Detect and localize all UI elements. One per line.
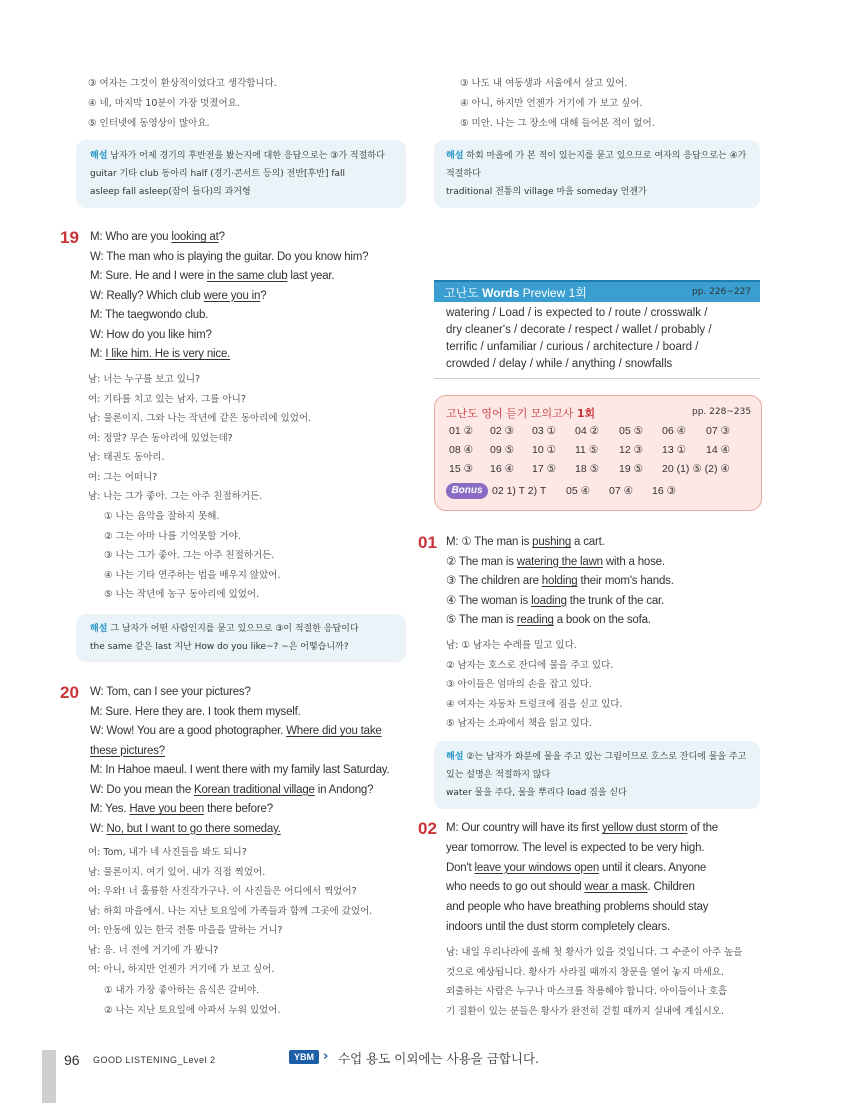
dialog-line (446, 535, 605, 549)
q01-explanation-line: 있는 설명은 적절하지 않다 (446, 770, 551, 780)
translation-line: 남: 내일 우리나라에 올해 첫 황사가 있을 것입니다. 그 수준이 아주 높을 (446, 947, 743, 958)
answer-cell: 17 ⑤ (532, 463, 557, 475)
q01-explanation-line: 해설 ②는 남자가 화분에 물을 주고 있는 그림이므로 호스로 잔디에 물을 주고 (446, 752, 747, 762)
translation-line: ⑤ 남자는 소파에서 책을 읽고 있다. (446, 718, 592, 729)
answer-cell: 04 ② (575, 425, 600, 437)
dialog-line (90, 744, 165, 758)
underlined-answer: I like him. He is very nice. (105, 348, 231, 360)
question-number-01: 01 (418, 533, 437, 552)
underlined-answer: No, but I want to go there someday. (106, 822, 281, 835)
dialog-line (90, 705, 301, 719)
explanation-label: 해설 (90, 151, 108, 161)
q19-explanation-line: 해설 그 남자가 어떤 사람인지를 묻고 있으므로 ③이 적절한 응답이다 (90, 624, 359, 634)
q01-explanation-line: water 물을 주다, 물을 뿌리다 load 짐을 싣다 (446, 788, 627, 798)
choice-line: ③ 나는 그가 좋아. 그는 아주 친절하거든. (104, 550, 275, 561)
words-preview-body (434, 302, 760, 379)
answer-cell: 12 ③ (619, 444, 644, 456)
dialog-text: W: The man who is playing the guitar. Do you know him? (90, 250, 369, 263)
usage-notice: 수업 용도 이외에는 사용을 금합니다. (338, 1051, 539, 1066)
dialog-text: a book on the sofa. (553, 614, 651, 626)
dialog-text: last year. (287, 270, 335, 282)
words-preview-title: 고난도 Words Preview 1회 (444, 286, 587, 300)
q18-explanation-line: asleep fall asleep(잠이 들다)의 과거형 (90, 187, 251, 197)
q19-explanation-box (76, 614, 406, 662)
q18-explanation-line: guitar 기타 club 동아리 half (경기·콘서트 등의) 전반[후반] fall (90, 169, 345, 179)
translation-line: 남: ① 남자는 수레를 밀고 있다. (446, 640, 577, 651)
answer-cell: 07 ③ (706, 425, 731, 437)
dialog-text: and people who have breathing problems should stay (446, 901, 709, 914)
q18-choice-3: ③ 여자는 그것이 환상적이었다고 생각합니다. (88, 78, 277, 89)
words-preview-line: dry cleaner's / decorate / respect / wallet / probably / (446, 324, 712, 336)
words-preview-line: crowded / delay / while / anything / snowfalls (446, 358, 673, 370)
dialog-text: indoors until the dust storm completely clears. (446, 921, 670, 933)
choice-line: ④ 나는 기타 연주하는 법을 배우지 않았어. (104, 569, 281, 581)
dialog-line (446, 594, 664, 608)
underlined-answer: loading (531, 594, 567, 607)
dialog-text: ③ The children are (446, 575, 542, 587)
answer-key-title: 고난도 영어 듣기 모의고사 1회 (446, 407, 596, 420)
translation-line: 여: Tom, 내가 네 사진들을 봐도 되니? (88, 847, 247, 858)
underlined-answer: looking at (171, 231, 219, 243)
underlined-answer: wear a mask (584, 881, 648, 894)
answer-cell: 09 ⑤ (490, 444, 515, 456)
dialog-text: M: Sure. Here they are. I took them myself. (90, 705, 301, 718)
dialog-text: ? (218, 231, 225, 243)
dialog-text: W: Tom, can I see your pictures? (90, 686, 251, 698)
dialog-text: W: Do you mean the (90, 783, 195, 796)
page-number: 96 (64, 1052, 80, 1068)
words-preview-pages: pp. 226~227 (692, 287, 752, 297)
translation-line: 여: 안동에 있는 한국 전통 마을을 말하는 거니? (88, 925, 283, 936)
dialog-line (90, 783, 373, 797)
answer-cell: 18 ⑤ (575, 463, 600, 475)
answer-key-pages: pp. 228~235 (692, 407, 752, 417)
dialog-text: M: Who are you (90, 231, 172, 243)
dialog-text: W: How do you like him? (90, 328, 212, 341)
answer-cell: 19 ⑤ (619, 463, 644, 475)
answer-cell: 10 ① (532, 444, 557, 456)
words-preview-line: terrific / unfamiliar / curious / architecture / board / (446, 341, 699, 353)
answer-cell: 02 ③ (490, 425, 515, 437)
translation-line: 여: 정말? 무슨 동아리에 있었는데? (88, 432, 233, 444)
dialog-line (90, 250, 368, 264)
dialog-text: M: (90, 348, 106, 360)
dialog-line (90, 763, 390, 777)
dialog-text: Don't (446, 861, 475, 874)
translation-line: 남: 태권도 동아리. (88, 452, 165, 463)
underlined-answer: Have you been (129, 803, 205, 815)
dialog-line (446, 841, 704, 855)
dialog-text: M: In Hahoe maeul. I went there with my family last Saturday. (90, 764, 390, 776)
underlined-answer: leave your windows open (474, 861, 600, 874)
question-number-02: 02 (418, 819, 437, 838)
answer-cell: 13 ① (662, 444, 687, 456)
dialog-line (446, 920, 670, 934)
underlined-answer: yellow dust storm (601, 822, 688, 834)
dialog-text: there before? (204, 803, 273, 815)
dialog-line (446, 574, 674, 588)
underlined-answer: these pictures? (90, 744, 165, 757)
dialog-text: with a hose. (602, 555, 665, 568)
underlined-answer: reading (516, 614, 554, 626)
dialog-line (446, 861, 706, 875)
underlined-answer: Korean traditional village (194, 783, 315, 796)
choice-line: ① 나는 음악을 잘하지 못해. (104, 511, 220, 522)
translation-line: ④ 여자는 자동차 트렁크에 짐을 싣고 있다. (446, 698, 623, 710)
dialog-text: the trunk of the car. (566, 594, 665, 607)
dialog-line (90, 328, 212, 342)
dialog-text: M: Sure. He and I were (90, 270, 207, 282)
dialog-text: ② The man is (446, 555, 517, 568)
q20-explanation-line: 해설 하회 마을에 가 본 적이 있는지를 묻고 있으므로 여자의 응답으로는 ④가 (446, 151, 747, 161)
dialog-text: their mom's hands. (577, 575, 674, 587)
dialog-line (446, 613, 651, 627)
translation-line: 것으로 예상됩니다. 황사가 사라질 때까지 창문을 열어 놓지 마세요. (446, 966, 724, 978)
dialog-line (90, 724, 382, 738)
answer-cell: 15 ③ (449, 463, 474, 475)
dialog-line (90, 685, 251, 699)
dialog-text: M: Yes. (90, 803, 130, 815)
translation-line: ③ 아이들은 엄마의 손을 잡고 있다. (446, 679, 592, 690)
answer-cell: 05 ⑤ (619, 425, 644, 437)
q18-choice-4: ④ 네, 마지막 10분이 가장 멋졌어요. (88, 98, 240, 109)
bonus-item: 16 ③ (652, 485, 677, 497)
words-preview-line: watering / Load / is expected to / route / crosswalk / (446, 307, 708, 319)
underlined-answer: were you in (203, 289, 261, 302)
dialog-line (90, 347, 230, 361)
dialog-text: W: Wow! You are a good photographer. (90, 725, 287, 737)
choice-line: ② 나는 지난 토요일에 아파서 누워 있었어. (104, 1004, 281, 1016)
dialog-text: ④ The woman is (446, 594, 532, 607)
answer-cell: 01 ② (449, 425, 474, 437)
dialog-text: M: Our country will have its first (446, 822, 602, 834)
bonus-item: 07 ④ (609, 485, 634, 497)
explanation-label: 해설 (90, 624, 108, 634)
choice-line: ② 그는 아마 나를 기억못할 거야. (104, 530, 241, 542)
dialog-text: W: (90, 822, 107, 835)
translation-line: 남: 하회 마을에서. 나는 지난 토요일에 가족들과 함께 그곳에 갔었어. (88, 905, 373, 917)
choice-line: ① 내가 가장 좋아하는 음식은 갈비야. (104, 985, 260, 996)
publisher-logo: YBM (289, 1050, 319, 1064)
dialog-text: ? (260, 289, 267, 302)
translation-line: 여: 그는 어떠니? (88, 471, 158, 483)
book-title: GOOD LISTENING_Level 2 (93, 1055, 216, 1065)
dialog-line (90, 230, 225, 244)
answer-cell: 14 ④ (706, 444, 731, 456)
answer-cell: 08 ④ (449, 444, 474, 456)
dialog-text: year tomorrow. The level is expected to be very high. (446, 841, 705, 854)
q20-choice-3: ③ 나도 내 여동생과 서울에서 살고 있어. (460, 78, 628, 89)
answer-cell: 16 ④ (490, 463, 515, 475)
dialog-line (90, 269, 334, 283)
translation-line: 외출하는 사람은 누구나 마스크를 착용해야 합니다. 아이들이나 호흡 (446, 986, 728, 997)
choice-line: ⑤ 나는 작년에 농구 동아리에 있었어. (104, 589, 260, 600)
dialog-text: in Andong? (314, 783, 374, 796)
answer-cell: 20 (1) ⑤ (2) ④ (662, 463, 730, 475)
answer-cell: 11 ⑤ (575, 444, 599, 456)
q18-explanation-box (76, 140, 406, 208)
dialog-text: of the (687, 822, 718, 834)
dialog-line (90, 308, 208, 322)
translation-line: 남: 응. 너 전에 거기에 가 봤니? (88, 944, 219, 956)
translation-line: 여: 우와! 너 훌륭한 사진작가구나. 이 사진들은 어디에서 찍었어? (88, 886, 357, 897)
dialog-line (446, 821, 718, 835)
question-number-20: 20 (60, 683, 79, 702)
dialog-text: a cart. (571, 536, 605, 548)
q19-explanation-line: the same 같은 last 지난 How do you like~? ~은 어떻습니까? (90, 642, 349, 652)
explanation-label: 해설 (446, 752, 464, 762)
translation-line: 남: 너는 누구를 보고 있니? (88, 374, 201, 385)
translation-line: 남: 물론이지. 여기 있어. 내가 직접 찍었어. (88, 866, 266, 878)
question-number-19: 19 (60, 228, 79, 247)
bonus-item: 02 1) T 2) T (492, 485, 547, 497)
dialog-line (90, 802, 273, 816)
underlined-answer: in the same club (206, 270, 288, 282)
translation-line: 남: 물론이지. 그와 나는 작년에 같은 동아리에 있었어. (88, 413, 312, 424)
answer-cell: 06 ④ (662, 425, 687, 437)
explanation-label: 해설 (446, 151, 464, 161)
dialog-line (446, 900, 708, 914)
q20-choice-5: ⑤ 미안. 나는 그 장소에 대해 들어본 적이 없어. (460, 118, 655, 129)
dialog-text: W: Really? Which club (90, 289, 204, 302)
translation-line: 여: 기타를 치고 있는 남자. 그를 아니? (88, 393, 246, 405)
dialog-text: . Children (647, 881, 695, 894)
q18-explanation-line: 해설 남자가 어제 경기의 후반전을 봤는지에 대한 응답으로는 ③가 적절하다 (90, 151, 385, 161)
underlined-answer: Where did you take (286, 725, 382, 737)
translation-line: 여: 아니, 하지만 언젠가 거기에 가 보고 싶어. (88, 964, 275, 975)
dialog-line (446, 880, 695, 894)
dialog-text: until it clears. Anyone (599, 861, 707, 874)
translation-line: 남: 나는 그가 좋아. 그는 아주 친절하거든. (88, 491, 263, 502)
dialog-line (90, 289, 266, 303)
underlined-answer: pushing (532, 536, 572, 548)
q20-explanation-line: 적절하다 (446, 169, 481, 179)
underlined-answer: watering the lawn (516, 555, 603, 568)
chevron-right-icon: › (323, 1049, 329, 1064)
dialog-text: M: ① The man is (446, 536, 533, 548)
dialog-text: ⑤ The man is (446, 614, 517, 626)
footer-side-bar (42, 1050, 56, 1103)
q01-explanation-box (434, 741, 760, 809)
q20-explanation-box (434, 140, 760, 208)
q20-explanation-line: traditional 전통의 village 마을 someday 언젠가 (446, 187, 647, 197)
bonus-badge: Bonus (446, 483, 488, 499)
answer-cell: 03 ① (532, 425, 557, 437)
dialog-text: who needs to go out should (446, 881, 585, 894)
translation-line: 기 질환이 있는 분들은 황사가 완전히 걷힐 때까지 실내에 계십시오. (446, 1005, 724, 1017)
translation-line: ② 남자는 호스로 잔디에 물을 주고 있다. (446, 659, 614, 671)
underlined-answer: holding (541, 575, 578, 587)
q18-choice-5: ⑤ 인터넷에 동영상이 많아요. (88, 118, 210, 129)
dialog-line (90, 822, 281, 836)
dialog-line (446, 555, 665, 569)
q20-choice-4: ④ 아니, 하지만 언젠가 거기에 가 보고 싶어. (460, 98, 643, 109)
dialog-text: M: The taegwondo club. (90, 309, 209, 321)
bonus-item: 05 ④ (566, 485, 591, 497)
